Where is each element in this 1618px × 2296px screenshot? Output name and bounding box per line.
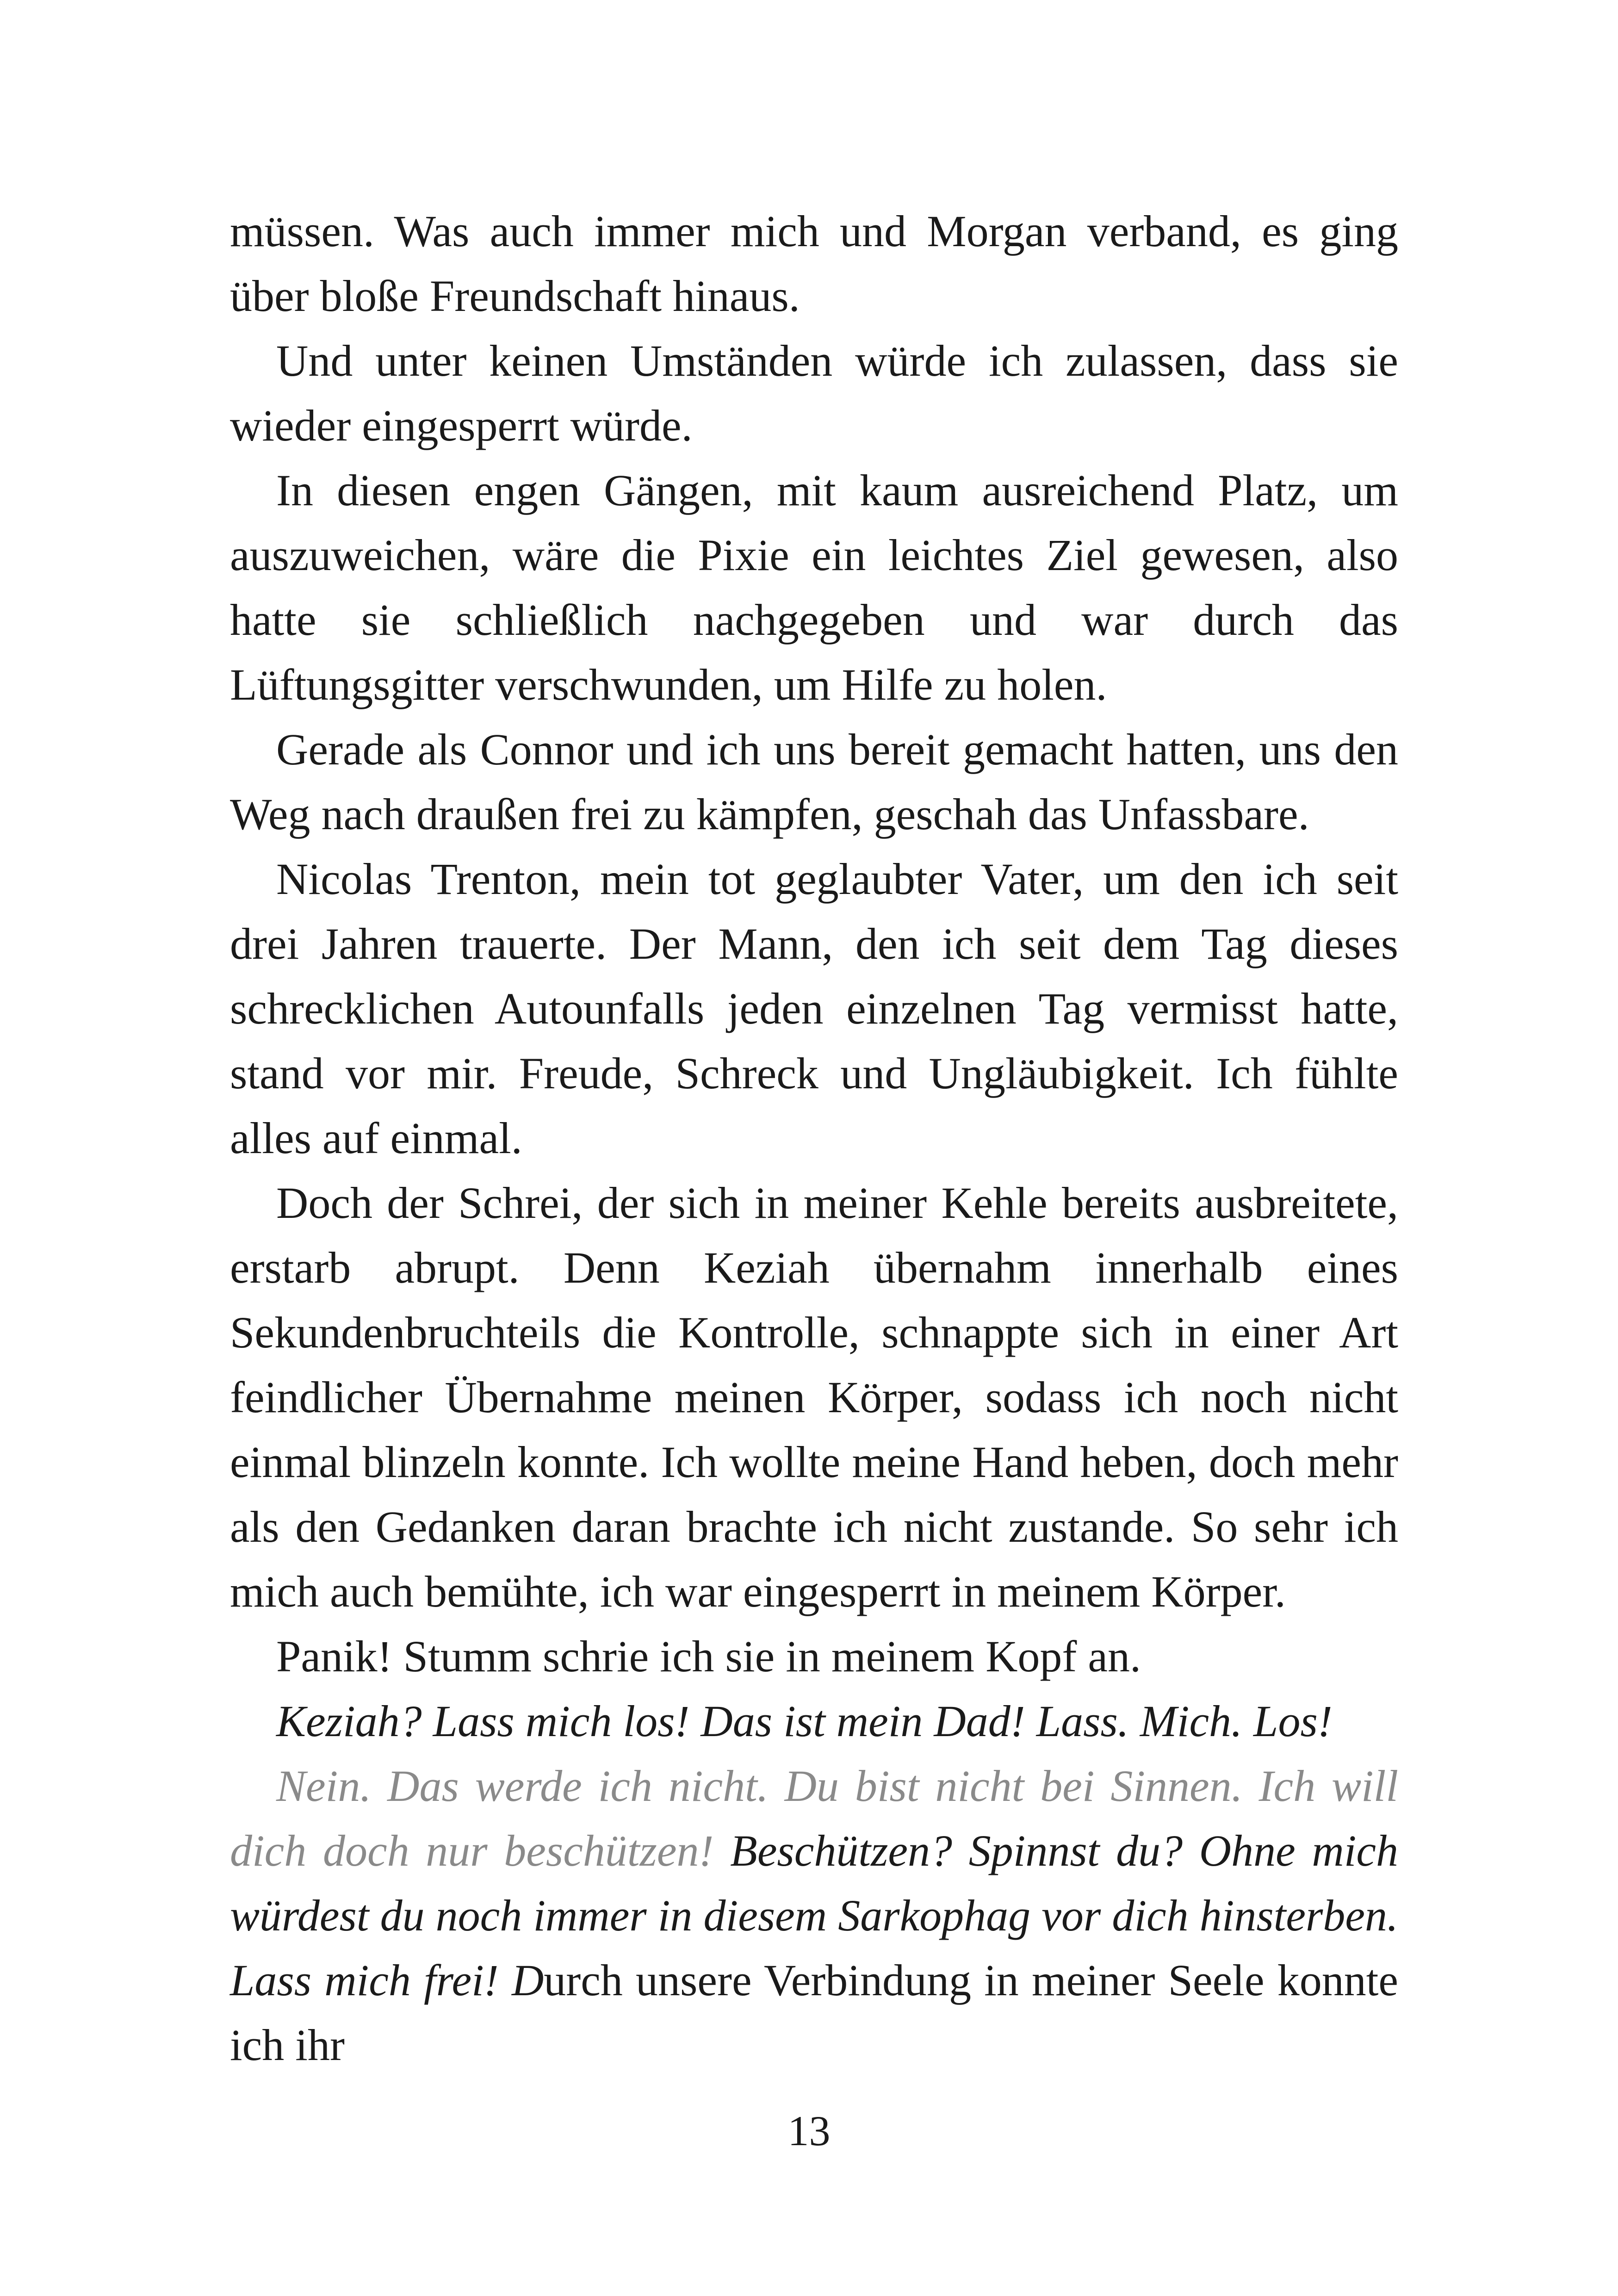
narrator-thought-text: Beschützen? Spinnst du? Ohne mich würdest du noch immer in diesem Sarkophag vor dich hinsterben. Lass mich frei! D xyxy=(230,1826,1399,2005)
keziah-thought-text: Nein. Das werde ich nicht. Du bist nicht bei Sinnen. Ich will dich doch nur beschützen! xyxy=(230,1761,1398,1875)
paragraph-4: Gerade als Connor und ich uns bereit gemacht hatten, uns den Weg nach draußen frei zu kämpfen, geschah das Unfassbare. xyxy=(230,725,1398,839)
page-number: 13 xyxy=(787,2107,831,2154)
paragraph-9-mixed xyxy=(230,1754,1398,2078)
narration-continuation: urch unsere Verbindung in meiner Seele konnte ich ihr xyxy=(230,1955,1399,2070)
paragraph-1: müssen. Was auch immer mich und Morgan verband, es ging über bloße Freundschaft hinaus. xyxy=(230,206,1398,321)
paragraph-5: Nicolas Trenton, mein tot geglaubter Vater, um den ich seit drei Jahren trauerte. Der Mann, den ich seit dem Tag dieses schrecklichen Autounfalls jeden einzelnen Tag vermisst hatte, stand vor mir. Freude, Schreck und Ungläubigkeit. Ich fühlte alles auf einmal. xyxy=(230,854,1398,1163)
paragraph-3: In diesen engen Gängen, mit kaum ausreichend Platz, um auszuweichen, wäre die Pixie ein leichtes Ziel gewesen, also hatte sie schließlich nachgegeben und war durch das Lüftungsgitter verschwunden, um Hilfe zu holen. xyxy=(230,465,1398,709)
body-text xyxy=(230,199,1398,2078)
paragraph-7: Panik! Stumm schrie ich sie in meinem Kopf an. xyxy=(276,1632,1141,1681)
paragraph-6: Doch der Schrei, der sich in meiner Kehle bereits ausbreitete, erstarb abrupt. Denn Keziah übernahm innerhalb eines Sekundenbruchteils die Kontrolle, schnappte sich in einer Art feindlicher Übernahme meinen Körper, sodass ich noch nicht einmal blinzeln konnte. Ich wollte meine Hand heben, doch mehr als den Gedanken daran brachte ich nicht zustande. So sehr ich mich auch bemühte, ich war eingesperrt in meinem Körper. xyxy=(230,1178,1398,1616)
paragraph-8-thought: Keziah? Lass mich los! Das ist mein Dad! Lass. Mich. Los! xyxy=(276,1696,1333,1746)
paragraph-2: Und unter keinen Umständen würde ich zulassen, dass sie wieder eingesperrt würde. xyxy=(230,336,1398,450)
